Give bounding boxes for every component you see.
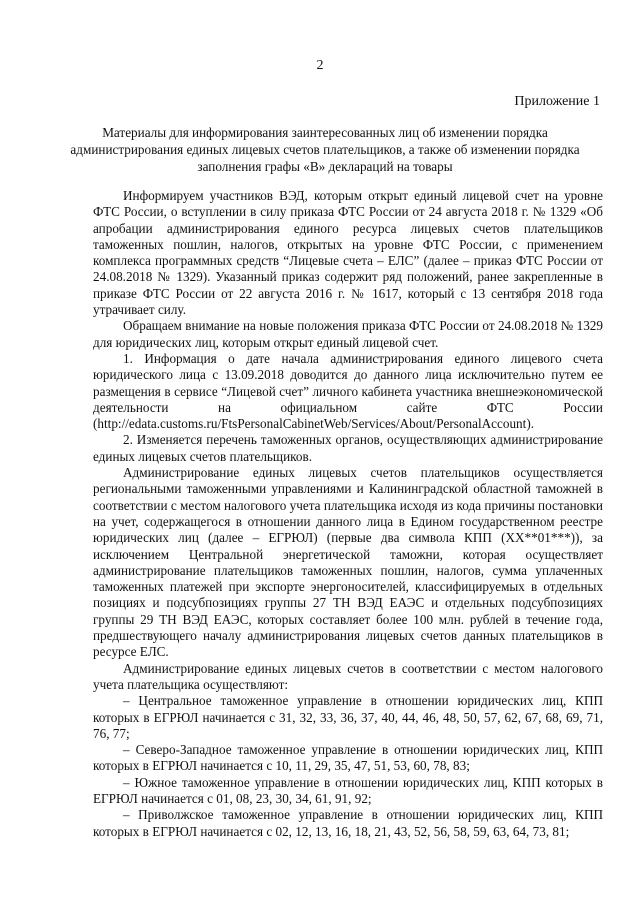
paragraph-item-2: 2. Изменяется перечень таможенных органов, осуществляющих администрирование единых лицевых счетов плательщиков. bbox=[93, 432, 603, 464]
paragraph-administration: Администрирование единых лицевых счетов плательщиков осуществляется региональными таможенными управлениями и Калининградской областной таможней в соответствии с местом налогового учета плательщика исходя из кода причины постановки на учет, содержащегося в отношении данного лица в Едином государственном реестре юридических лиц (далее – ЕГРЮЛ) (первые два символа КПП (XX**01***)), за исключением Центральной энергетической таможни, которая осуществляет администрирование плательщиков таможенных пошлин, налогов, сумма уплаченных таможенных платежей при экспорте энергоносителей, классифицируемых в отдельных позициях и подсубпозициях группы 27 ТН ВЭД ЕАЭС и отдельных подсубпозициях группы 29 ТН ВЭД ЕАЭС, которых составляет более 100 млн. рублей в течение года, предшествующего началу администрирования лицевых счетов данных плательщиков в ресурсе ЕЛС. bbox=[93, 465, 603, 660]
list-item-south: – Южное таможенное управление в отношении юридических лиц, КПП которых в ЕГРЮЛ начинается с 01, 08, 23, 30, 34, 61, 91, 92; bbox=[93, 774, 603, 806]
paragraph-intro: Информируем участников ВЭД, которым открыт единый лицевой счет на уровне ФТС России, о вступлении в силу приказа ФТС России от 24 августа 2018 г. № 1329 «Об апробации администрирования единого ресурса лицевых счетов плательщиков таможенных пошлин, налогов, открытых на уровне ФТС России, с применением комплекса программных средств “Лицевые счета – ЕЛС” (далее – приказ ФТС России от 24.08.2018 № 1329). Указанный приказ содержит ряд положений, ранее закрепленные в приказе ФТС России от 22 августа 2016 г. № 1617, который с 13 сентября 2018 года утрачивает силу. bbox=[93, 188, 603, 318]
paragraph-administration-list-intro: Администрирование единых лицевых счетов в соответствии с местом налогового учета плательщика осуществляют: bbox=[93, 660, 603, 692]
document-body bbox=[93, 188, 603, 840]
paragraph-item-1: 1. Информация о дате начала администрирования единого лицевого счета юридического лица с 13.09.2018 доводится до данного лица исключительно путем ее размещения в сервисе “Лицевой счет” личного кабинета участника внешнеэкономической деятельности на официальном сайте ФТС России (http://edata.customs.ru/FtsPersonalCabinetWeb/Services/About/PersonalAccount). bbox=[93, 350, 603, 432]
paragraph-notice: Обращаем внимание на новые положения приказа ФТС России от 24.08.2018 № 1329 для юридических лиц, которым открыт единый лицевой счет. bbox=[93, 318, 603, 350]
list-item-northwest: – Северо-Западное таможенное управление в отношении юридических лиц, КПП которых в ЕГРЮЛ начинается с 10, 11, 29, 35, 47, 51, 53, 60, 78, 83; bbox=[93, 742, 603, 774]
list-item-central: – Центральное таможенное управление в отношении юридических лиц, КПП которых в ЕГРЮЛ начинается с 31, 32, 33, 36, 37, 40, 44, 46, 48, 50, 57, 62, 67, 68, 69, 71, 76, 77; bbox=[93, 693, 603, 741]
appendix-label: Приложение 1 bbox=[514, 94, 600, 109]
page-number: 2 bbox=[316, 58, 324, 73]
document-title: Материалы для информирования заинтересованных лиц об изменении порядка администрирования единых лицевых счетов плательщиков, а также об изменении порядка заполнения графы «В» деклараций на товары bbox=[70, 125, 580, 174]
list-item-volga: – Приволжское таможенное управление в отношении юридических лиц, КПП которых в ЕГРЮЛ начинается с 02, 12, 13, 16, 18, 21, 43, 52, 56, 58, 59, 63, 64, 73, 81; bbox=[93, 807, 603, 839]
